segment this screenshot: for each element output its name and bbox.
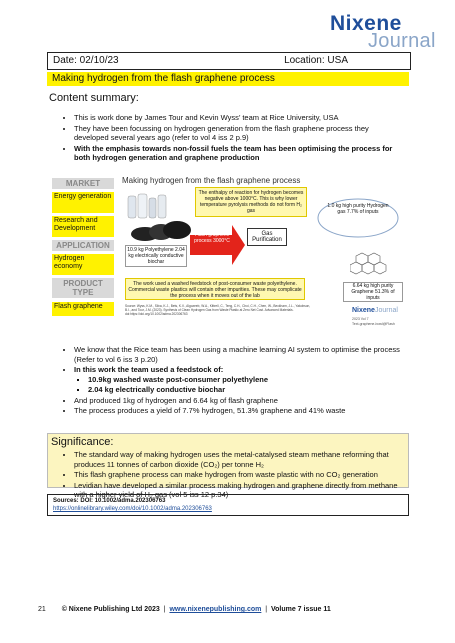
infographic-source [125,304,315,316]
application-heading: APPLICATION [52,240,114,251]
logo-word-journal: Journal [368,30,436,52]
feedstock-subitem: ▪ 10.9kg washed waste post-consumer polyethylene [88,375,405,385]
feedstock-label: 10.9 kg Polyethylene 2.04 kg electrically conductive biochar [125,245,187,267]
infographic-brand [352,307,398,314]
significance-box [47,433,409,499]
infographic-brand-word: Nixene [352,307,375,314]
detail-item: • And produced 1kg of hydrogen and 6.64 kg of flash graphene [74,396,405,406]
application-item: Hydrogen economy [52,254,114,275]
significance-item: • This flash graphene process can make hydrogen from waste plastic with no CO₂ generation [74,470,409,480]
footer-website-link[interactable]: www.nixenepublishing.com [169,606,262,613]
detail-item: • The process produces a yield of 7.7% hydrogen, 51.3% graphene and 41% waste [74,406,405,416]
summary-item: • With the emphasis towards non-fossil fuels the team has been optimising the process for both hydrogen generation and graphene production [74,144,400,163]
hydrogen-output-label: 1.0 kg high purity Hydrogen gas 7.7% of inputs [327,203,389,215]
infographic-source-label: Source: [125,304,136,308]
footer-copyright: © Nixene Publishing Ltd 2023 [61,606,160,613]
infographic [47,170,409,333]
content-summary-heading: Content summary: [49,92,139,104]
sources-label: Sources: [53,498,79,504]
footer-separator: | [163,606,166,613]
infographic-brand-tag: Text-graphene-bowl@Flash [352,322,395,326]
significance-item: • The standard way of making hydrogen uses the metal-catalysed steam methane reforming that produces 11 tonnes of carbon dioxide (CO₂) per tonne H₂ [74,450,409,469]
location-text: Location: USA [284,55,348,66]
infographic-brand-word2: Journal [374,307,398,314]
graphene-output-label: 6.64 kg high purity Graphene 51.3% of inputs [343,282,403,302]
summary-item: • They have been focussing on hydrogen generation from the flash graphene process they developed several years ago (refer to vol 4 iss 2 p.9) [74,124,400,143]
sources-url-link[interactable]: https://onlinelibrary.wiley.com/doi/10.1002/adma.202306763 [53,506,212,512]
enthalpy-note: The enthalpy of reaction for hydrogen becomes negative above 1000°C. This is why lower temperature pyrolysis methods do not form H₂ gas [195,187,307,217]
page-footer [38,606,448,613]
nixene-journal-logo [330,12,448,52]
footer-separator: | [265,606,268,613]
product-item: Flash graphene [52,302,114,316]
detail-item-text: In this work the team used a feedstock of: [74,365,224,374]
product-type-heading: PRODUCT TYPE [52,278,114,298]
summary-item: • This is work done by James Tour and Kevin Wyss’ team at Rice University, USA [74,113,400,123]
page-number: 21 [38,606,46,613]
significance-item: • Levidian have developed a similar process making hydrogen and graphene directly from methane with a higher yield of H₂ gas (vol 5 iss 12 p.34) [74,481,409,500]
graphene-lattice-icon [350,252,390,282]
infographic-source-text: Wyss, K.M., Silva, K.J., Bets, K.V., Algozeeb, W.A., Kittrell, C., Teng, C.H., Choi, C.H., Chen, W., Beckham, J.L., Yakobson, B.I., and Tour, J.M. (2023). Synthesis of Clean Hydrogen Gas from Waste Plastic at Zero Net Cost. Advanced Materials. doi:https://doi.org/10.1002/adma.202306763 [125,304,311,316]
feedstock-subitem: ▪ 2.04 kg electrically conductive biochar [88,385,405,395]
article-title: Making hydrogen from the flash graphene process [47,72,409,86]
market-item: Energy generation [52,192,114,213]
significance-heading: Significance: [51,436,114,448]
market-heading: MARKET [52,178,114,189]
footer-volume: Volume 7 issue 11 [270,606,331,613]
date-location-bar [47,52,411,70]
waste-feedstock-image [125,190,195,245]
infographic-brand-vol: 2023 Vol 7 [352,317,369,321]
sources-box [47,494,409,516]
gas-purification-box: Gas Purification [247,228,287,246]
flash-process-label: Flash graphene process 3000°C [194,232,230,244]
detail-item: • We know that the Rice team has been using a machine learning AI system to optimise the process (Refer to vol 6 iss 3 p.20) [74,345,405,364]
detail-list [60,345,405,417]
detail-item [74,365,405,395]
logo-word-nixene: Nixene [330,12,402,35]
feedstock-note: The work used a washed feedstock of post-consumer waste polyethylene. Commercial waste plastics will contain other impurities. These may complicate the process when it moves out of the lab [125,278,305,300]
summary-list [60,113,400,164]
infographic-title: Making hydrogen from the flash graphene process [122,176,301,185]
market-item: Research and Development [52,216,114,237]
date-text: Date: 02/10/23 [53,55,119,66]
sources-doi: DOI: 10.1002/adma.202306763 [80,498,166,504]
